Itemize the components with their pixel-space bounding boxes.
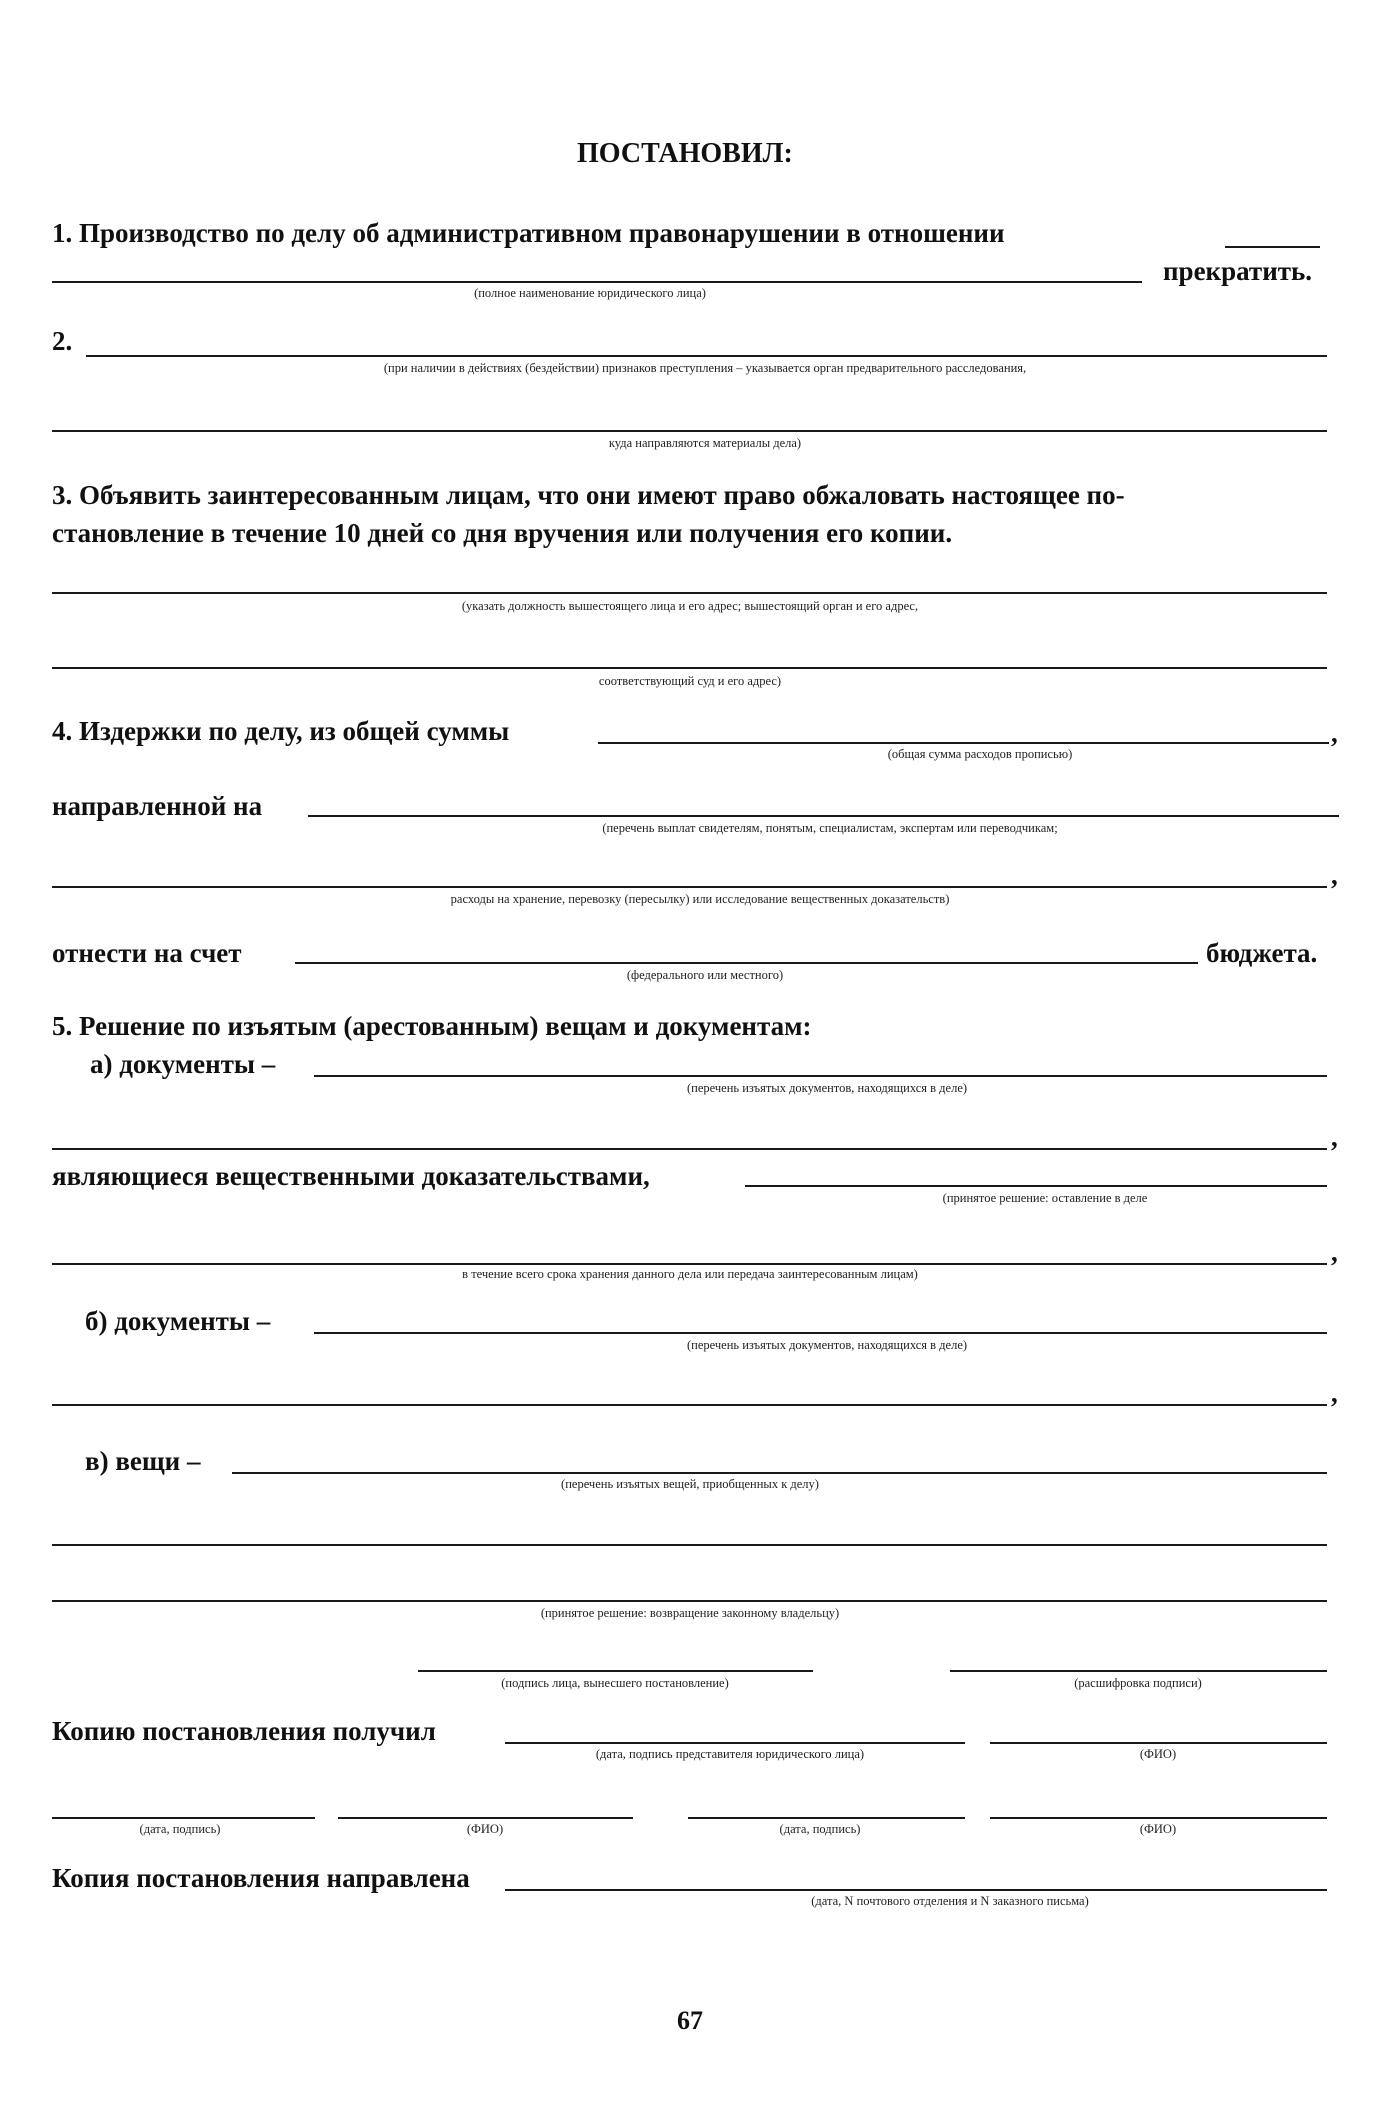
copy-received-line-5 (688, 1817, 965, 1819)
item1-end: прекратить. (1163, 256, 1313, 286)
item4-line-3 (52, 886, 1327, 888)
copy-sent-caption: (дата, N почтового отделения и N заказного письма) (811, 1894, 1089, 1908)
item5-evidence-label: являющиеся вещественными доказательствами, (52, 1161, 650, 1191)
copy-received-caption-3: (дата, подпись) (139, 1822, 221, 1836)
copy-received-label: Копию постановления получил (52, 1716, 436, 1746)
item3-caption-1: (указать должность вышестоящего лица и его адрес; вышестоящий орган и его адрес, (461, 599, 919, 613)
item4-caption-2: (перечень выплат свидетелям, понятым, специалистам, экспертам или переводчикам; (602, 821, 1058, 835)
item4-caption-1: (общая сумма расходов прописью) (887, 747, 1073, 761)
item1-blank-line (1225, 246, 1320, 248)
item5-v-caption: (перечень изъятых вещей, приобщенных к делу) (561, 1477, 819, 1491)
item4-line-1 (598, 742, 1329, 744)
item5-a-line (314, 1075, 1327, 1077)
item4-comma-1: , (1331, 718, 1338, 748)
item4-comma-2: , (1331, 860, 1338, 890)
item5-v-line-3 (52, 1600, 1327, 1602)
item2-caption-1: (при наличии в действиях (бездействии) признаков преступления – указывается орган предварительного расследования, (383, 361, 1027, 375)
item4-line-4 (295, 962, 1198, 964)
copy-received-caption-6: (ФИО) (1139, 1822, 1177, 1836)
item2-line-1 (86, 355, 1327, 357)
copy-sent-label: Копия постановления направлена (52, 1863, 470, 1893)
item3-line-b (52, 667, 1327, 669)
page-number: 67 (677, 2006, 703, 2035)
item1-caption: (полное наименование юридического лица) (474, 286, 706, 300)
item5-v-caption-2: (принятое решение: возвращение законному владельцу) (540, 1606, 840, 1620)
item5-b-line-2 (52, 1404, 1327, 1406)
signature-decode-caption: (расшифровка подписи) (1074, 1676, 1202, 1690)
item3-line2: становление в течение 10 дней со дня вручения или получения его копии. (52, 518, 953, 548)
copy-sent-line (505, 1889, 1327, 1891)
signature-line (418, 1670, 813, 1672)
copy-received-caption-2: (ФИО) (1139, 1747, 1177, 1761)
copy-received-caption-5: (дата, подпись) (779, 1822, 861, 1836)
copy-received-line-4 (338, 1817, 633, 1819)
item5-evidence-line-2 (52, 1263, 1327, 1265)
item3-caption-2: соответствующий суд и его адрес) (598, 674, 782, 688)
item4-caption-3: расходы на хранение, перевозку (пересылку) или исследование вещественных доказательств) (450, 892, 950, 906)
item4-line-2 (308, 815, 1339, 817)
item2-line-2 (52, 430, 1327, 432)
item5-v-line (232, 1472, 1327, 1474)
signature-decode-line (950, 1670, 1327, 1672)
item5-title: 5. Решение по изъятым (арестованным) вещам и документам: (52, 1011, 812, 1041)
item4-label2: направленной на (52, 791, 263, 821)
item3-line1: 3. Объявить заинтересованным лицам, что они имеют право обжаловать настоящее по- (52, 480, 1125, 510)
copy-received-caption-4: (ФИО) (466, 1822, 504, 1836)
item5-b-line (314, 1332, 1327, 1334)
item5-a-comma: , (1331, 1122, 1338, 1152)
item1-blank-line-2 (52, 281, 1142, 283)
page-heading: ПОСТАНОВИЛ: (577, 138, 793, 169)
item4-caption-4: (федерального или местного) (626, 968, 784, 982)
item5-evidence-caption-2: в течение всего срока хранения данного дела или передача заинтересованным лицам) (462, 1267, 918, 1281)
item5-a-caption: (перечень изъятых документов, находящихся в деле) (686, 1081, 968, 1095)
item5-a-label: а) документы – (90, 1049, 276, 1079)
item4-label3: отнести на счет (52, 938, 242, 968)
item5-evidence-comma: , (1331, 1237, 1338, 1267)
item5-evidence-caption: (принятое решение: оставление в деле (942, 1191, 1148, 1205)
item5-b-comma: , (1331, 1378, 1338, 1408)
item5-b-caption: (перечень изъятых документов, находящихся в деле) (686, 1338, 968, 1352)
item1-text: 1. Производство по делу об административном правонарушении в отношении (52, 218, 1005, 248)
copy-received-caption-1: (дата, подпись представителя юридического лица) (595, 1747, 865, 1761)
signature-caption: (подпись лица, вынесшего постановление) (501, 1676, 729, 1690)
item2-num: 2. (52, 326, 73, 356)
copy-received-line-1 (505, 1742, 965, 1744)
copy-received-line-3 (52, 1817, 315, 1819)
item5-a-line-2 (52, 1148, 1327, 1150)
item4-end3: бюджета. (1206, 938, 1318, 968)
item5-b-label: б) документы – (85, 1306, 271, 1336)
item3-line-a (52, 592, 1327, 594)
copy-received-line-6 (990, 1817, 1327, 1819)
item2-caption-2: куда направляются материалы дела) (608, 436, 802, 450)
item5-evidence-line (745, 1185, 1327, 1187)
copy-received-line-2 (990, 1742, 1327, 1744)
item5-v-line-2 (52, 1544, 1327, 1546)
item4-label1: 4. Издержки по делу, из общей суммы (52, 716, 510, 746)
item5-v-label: в) вещи – (85, 1446, 201, 1476)
